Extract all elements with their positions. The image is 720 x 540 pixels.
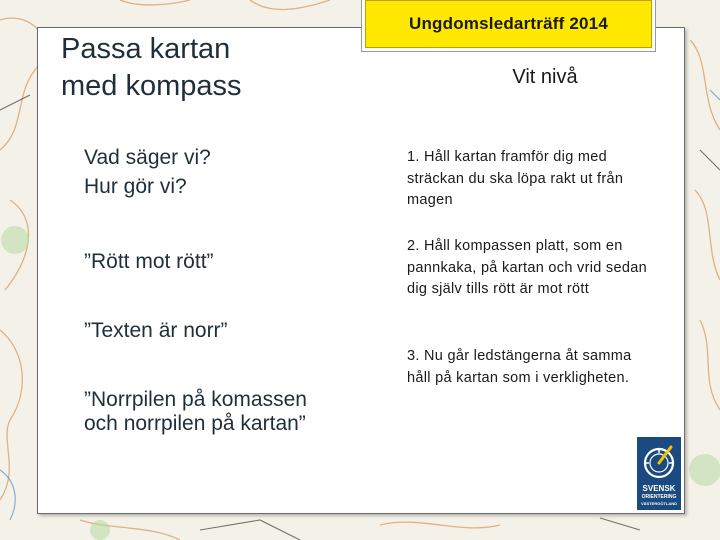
step-1-text: 1. Håll kartan framför dig med sträckan du ska löpa rakt ut från magen [407,149,624,208]
logo-line-2: ORIENTERING [641,494,677,500]
phrase-rott-mot-rott: ”Rött mot rött” [84,250,214,273]
compass-icon [637,439,681,483]
phrase-texten-ar-norr: ”Texten är norr” [84,319,228,342]
phrase-norrpilen: ”Norrpilen på komassen och norrpilen på kartan” [84,388,307,435]
step-2-text: 2. Håll kompassen platt, som en pannkaka, på kartan och vrid sedan dig själv tills rött är mot rött [407,238,647,297]
logo-line-3: VÄSTERGÖTLAND [641,501,677,506]
svensk-orientering-logo [637,437,681,510]
level-label: Vit nivå [512,66,578,88]
event-banner: Ungdomsledarträff 2014 [365,0,652,48]
step-3-text: 3. Nu går ledstängerna åt samma håll på kartan som i verkligheten. [407,348,632,386]
question-text: Vad säger vi? Hur gör vi? [84,146,211,198]
slide-title: Passa kartan med kompass [61,33,242,102]
logo-line-1: SVENSK [642,484,676,493]
